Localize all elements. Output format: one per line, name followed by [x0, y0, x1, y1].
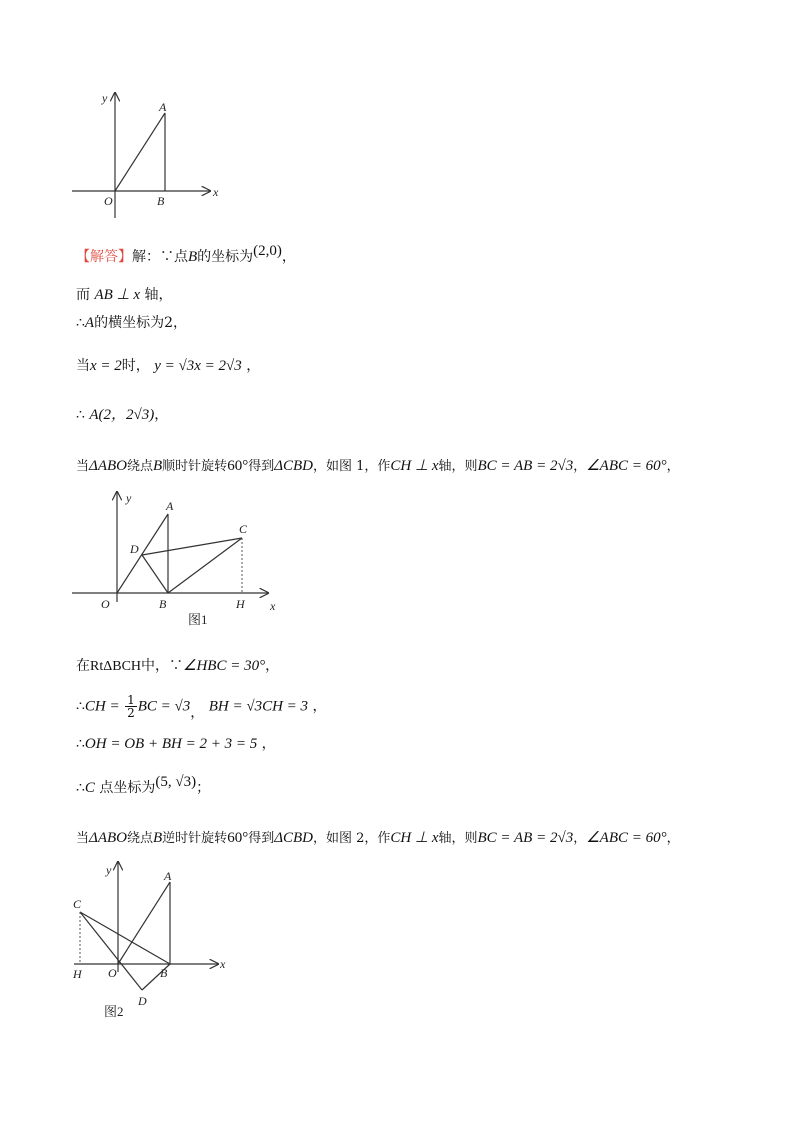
text: 时，: [121, 358, 150, 374]
label-y: y: [126, 491, 132, 505]
solution-line-7: [76, 656, 279, 677]
solution-line-4: [76, 356, 260, 376]
math: C: [84, 780, 95, 796]
text: ∴: [76, 407, 85, 423]
text: ，: [312, 698, 327, 715]
text: 当: [76, 358, 90, 374]
label-C: C: [239, 522, 248, 536]
text: ，如图 2，作: [313, 831, 391, 846]
text: 解：∵点: [132, 249, 188, 265]
text: ，: [265, 658, 280, 674]
text: 当: [76, 459, 90, 474]
math: (5, √3): [155, 774, 197, 790]
math: ΔCBD: [274, 458, 314, 474]
solution-line-5: [76, 405, 168, 425]
label-x: x: [270, 599, 276, 613]
text: 绕点: [126, 831, 153, 846]
solution-line-1: [76, 243, 296, 267]
text: ，: [154, 407, 169, 423]
solution-line-10: [76, 774, 211, 798]
text: 的坐标为: [197, 249, 254, 265]
math: B: [153, 830, 163, 846]
label-A: A: [159, 100, 167, 114]
solution-line-11: [76, 828, 680, 849]
math: y = √3x = 2√3: [154, 358, 242, 374]
math: OH = OB + BH = 2 + 3 = 5: [84, 736, 258, 752]
text: ∴: [76, 698, 85, 715]
text: 得到: [248, 459, 275, 474]
segment-OA: [115, 113, 165, 191]
math: 60°: [227, 458, 249, 474]
label-O: O: [101, 597, 110, 611]
label-H: H: [236, 597, 245, 611]
math: A: [84, 315, 95, 331]
text: RtΔBCH: [90, 659, 142, 674]
label-A: A: [166, 499, 174, 513]
label-C: C: [73, 897, 82, 911]
figure-2-svg: [70, 860, 240, 1020]
text: 的横坐标为: [94, 315, 165, 331]
text: 轴，则: [438, 459, 478, 474]
figure-2: [70, 860, 240, 1020]
math: ΔABO: [89, 830, 127, 846]
text: ，: [261, 736, 276, 752]
math: B: [153, 458, 163, 474]
fraction-numerator: 1: [127, 693, 135, 707]
math: ∠ABC = 60°: [586, 830, 667, 846]
math: BC = √3: [137, 698, 191, 715]
figure-1: [70, 490, 285, 635]
figure-1-caption: 图1: [188, 612, 208, 627]
math: ΔCBD: [274, 830, 314, 846]
solution-line-2: [76, 285, 172, 305]
math: ∠ABC = 60°: [586, 458, 667, 474]
solution-line-3: [76, 313, 187, 333]
label-B: B: [160, 966, 168, 980]
math: CH =: [84, 698, 120, 715]
math: ∠HBC = 30°: [183, 658, 266, 674]
text: ，: [190, 704, 205, 721]
text: ，: [573, 459, 587, 474]
segment-DB: [142, 555, 168, 593]
math: AB ⊥ x: [94, 287, 141, 303]
label-x: x: [213, 185, 219, 199]
label-y: y: [106, 863, 112, 877]
math: A(2，2√3): [89, 407, 155, 423]
text: 2，: [164, 315, 188, 331]
label-A: A: [164, 869, 172, 883]
answer-tag: 【解答】: [76, 249, 132, 265]
segment-OA: [118, 882, 170, 964]
text: 而: [76, 287, 90, 303]
label-D: D: [130, 542, 139, 556]
segment-BC: [168, 538, 242, 593]
segment-CB: [80, 912, 170, 964]
figure-1-svg: [70, 490, 285, 635]
text: 绕点: [126, 459, 153, 474]
text: 点坐标为: [99, 780, 156, 796]
text: ，: [246, 358, 261, 374]
label-O: O: [108, 966, 117, 980]
text: ∴: [76, 315, 85, 331]
segment-DC: [142, 538, 242, 555]
label-B: B: [157, 194, 165, 208]
text: ，如图 1，作: [313, 459, 391, 474]
math: 60°: [227, 830, 249, 846]
text: 中，∵: [141, 658, 184, 674]
text: ∴: [76, 780, 85, 796]
text: 在: [76, 658, 90, 674]
text: ，: [281, 249, 296, 265]
text: ，: [573, 831, 587, 846]
label-H: H: [73, 967, 82, 981]
figure-2-caption: 图2: [104, 1004, 124, 1019]
label-O: O: [104, 194, 113, 208]
label-D: D: [138, 994, 147, 1008]
text: 得到: [248, 831, 275, 846]
label-x: x: [220, 957, 226, 971]
math: BC = AB = 2√3: [477, 458, 574, 474]
solution-line-9: [76, 734, 276, 754]
text: 当: [76, 831, 90, 846]
text: ，: [666, 831, 680, 846]
math: x = 2: [90, 358, 122, 374]
solution-line-6: [76, 456, 680, 477]
fraction-denominator: 2: [127, 706, 135, 720]
label-y: y: [102, 91, 108, 105]
text: 轴，: [144, 287, 173, 303]
math: ΔABO: [89, 458, 127, 474]
text: ；: [196, 780, 211, 796]
text: ，: [666, 459, 680, 474]
figure-top-svg: [70, 88, 230, 213]
math: (2,0): [253, 243, 282, 259]
math: CH ⊥ x: [390, 458, 439, 474]
figure-top: [70, 88, 230, 213]
text: ∴: [76, 736, 85, 752]
text: 顺时针旋转: [162, 459, 228, 474]
math: BH = √3CH = 3: [208, 698, 309, 715]
fraction-one-half: [125, 694, 137, 719]
math: B: [188, 249, 198, 265]
solution-line-8: [76, 694, 326, 719]
text: 逆时针旋转: [162, 831, 228, 846]
text: 轴，则: [438, 831, 478, 846]
math: BC = AB = 2√3: [477, 830, 574, 846]
math: CH ⊥ x: [390, 830, 439, 846]
label-B: B: [159, 597, 167, 611]
